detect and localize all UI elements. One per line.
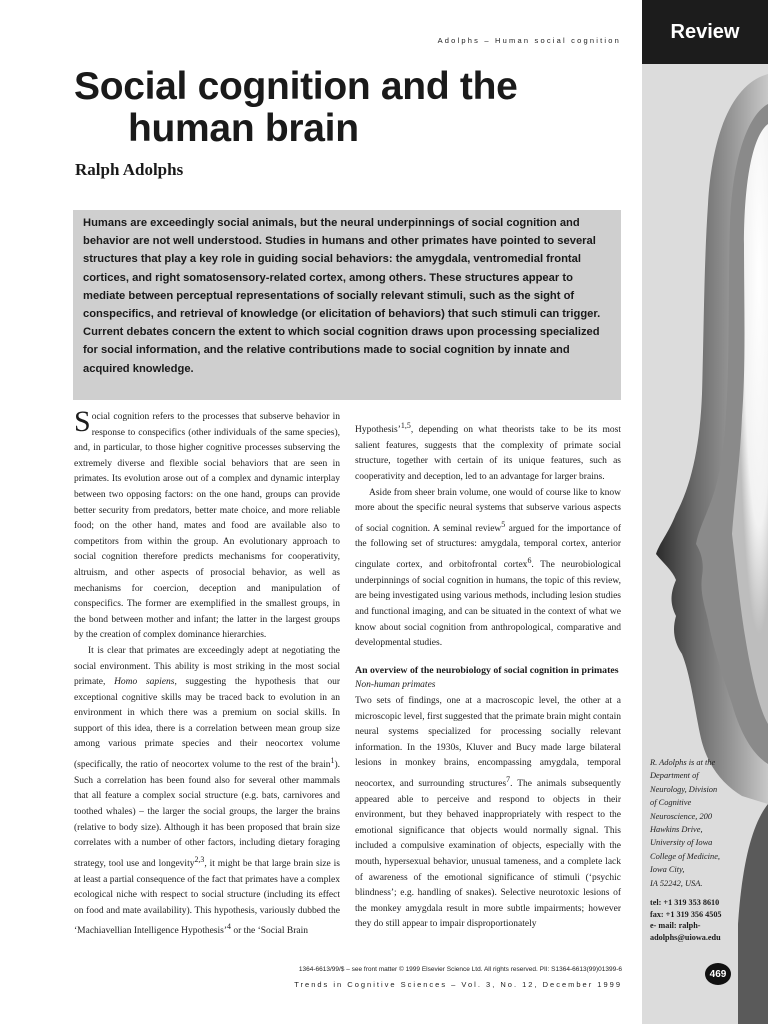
contact-fax: fax: +1 319 356 4505 [650, 909, 722, 919]
title-line-2: human brain [128, 107, 359, 150]
subsection-heading: Non-human primates [355, 680, 436, 691]
journal-citation: Trends in Cognitive Sciences – Vol. 3, No. 12, December 1999 [294, 980, 622, 989]
citation-ref: 2,3 [194, 854, 205, 864]
running-head: Adolphs – Human social cognition [437, 36, 621, 45]
body-column-right [355, 418, 621, 933]
page-number: 469 [705, 963, 731, 985]
author-affiliation: R. Adolphs is at the Department of Neurology, Division of Cognitive Neuroscience, 200 Hawkins Drive, University of Iowa College of Medicine, Iowa City, IA 52242, USA. [650, 758, 721, 888]
abstract-box: Humans are exceedingly social animals, but the neural underpinnings of social cognition and behavior are not well understood. Studies in humans and other primates have pointed to several structures that play a key role in guiding social behaviors: the amygdala, ventromedial frontal cortices, and right somatosensory-related cortex, among others. These structures appear to mediate between perceptual representations of socially relevant stimuli, such as the sight of conspecifics, and retrieval of knowledge (or elicitation of behaviors) that such stimuli can trigger. Current debates concern the extent to which social cognition draws upon processing specialized for social information, and the relative contributions made to social cognition by innate and acquired knowledge. [73, 210, 621, 400]
citation-ref: 5 [501, 519, 506, 529]
section-tab: Review [642, 0, 768, 64]
contact-email[interactable]: adolphs@uiowa.edu [650, 932, 721, 942]
contact-tel: tel: +1 319 353 8610 [650, 898, 720, 907]
title-line-1: Social cognition and the [74, 65, 518, 108]
paragraph-neural-systems: Aside from sheer brain volume, one would of course like to know more about the specific neural systems that subserve various aspects of social cognition. A seminal review$^5$ argued for the importance of the following set of structures: amygdala, temporal cortex, anterior cingulate cortex, and orbitofrontal cortex$^6$. The neurobiological underpinnings of social cognition in humans, the topic of this review, are being investigated using various methods, including lesion studies and functional imaging, and can be situated in the context of what we know about social cognition from anthropological, comparative and developmental studies. [355, 487, 621, 649]
author-name: Ralph Adolphs [75, 160, 184, 179]
contact-email-label: e- mail: ralph- [650, 921, 701, 931]
citation-ref: 1 [330, 756, 335, 766]
citation-ref: 4 [227, 922, 231, 932]
citation-ref: 6 [527, 556, 532, 566]
article-title [74, 66, 634, 150]
section-heading: An overview of the neurobiology of social cognition in primates [355, 664, 619, 676]
paragraph-primates: It is clear that primates are exceedingly adept at negotiating the social environment. This ability is most striking in the most social primate, Homo sapiens, suggesting the hypothesis that our exceptional cognitive skills may be traced back to evolution in an environment in which there was a premium on social skills. In support of this idea, there is a correlation between mean group size among various primate species and their neocortex volume (specifically, the ratio of neocortex volume to the rest of the brain$^1$). Such a correlation has been found also for several other mammals that all feature a complex social structure (e.g. bats, carnivores and toothed whales) – the larger the social groups, the larger the brains (relative to body size). Although it has been proposed that brain size correlates with a number of other factors, including dietary foraging strategy, tool use and longevity$^{2,3}$, it might be that large brain size is at least a partial consequence of the fact that primates have a complex ecological niche with respect to social structure (including its effect on food and mate availability). This hypothesis, variously dubbed the ‘Machiavellian Intelligence Hypothesis’$^4$ or the ‘Social Brain [74, 645, 340, 937]
copyright-line: 1364-6613/99/$ – see front matter © 1999 Elsevier Science Ltd. All rights reserved. PII: S1364-6613(99)01399-6 [298, 966, 622, 973]
paragraph-intro: Social cognition refers to the processes that subserve behavior in response to conspecifics (other individuals of the same species), and, in particular, to those higher cognitive processes subserving the extremely diverse and flexible social behaviors that are seen in primates. Its evolution arose out of a complex and dynamic interplay between two opposing factors: on the one hand, groups can provide better security from predators, better mate choice, and more reliable food; on the other hand, mates and food are available also to competitors from within the group. An evolutionary approach to social cognition therefore predicts mechanisms for cooperativity, altruism, and other aspects of prosocial behavior, as well as mechanisms for coercion, deception and manipulation of conspecifics. The former are exemplified in the smallest groups, in the bond between mother and infant; the latter in the largest groups by the creation of complex dominance hierarchies. [74, 405, 340, 641]
species-name: Homo sapiens [114, 677, 175, 688]
drop-cap: S [74, 405, 91, 438]
paragraph-kluver-bucy: Two sets of findings, one at a macroscopic level, the other at a microscopic level, first suggested that the primate brain might contain neural systems specialized for processing socially relevant information. In the 1930s, Kluver and Bucy made large bilateral lesions in monkey brains, encompassing amygdala, temporal neocortex, and surrounding structures$^7$. The animals subsequently appeared able to perceive and respond to objects in their environment, but they behaved inappropriately with respect to the emotional significance that objects would normally signal. This included a compulsive examination of objects, especially with the mouth, hypersexual behavior, unusual tameness, and a complete lack of awareness of the emotional significance of stimuli (‘psychic blindness’; e.g. handling of snakes). Selective neurotoxic lesions of the monkey amygdala result in more subtle impairments; however they do still appear to impair disproportionately [355, 695, 621, 930]
paragraph-hypothesis: Hypothesis’$^{1,5}$, depending on what theorists take to be its most salient features, suggests that the complexity of primate social structure, together with certain of its unique features, such as cooperativity and deception, led to an advantage for larger brains. [355, 421, 621, 482]
author-contact [650, 897, 750, 943]
citation-ref: 1,5 [400, 421, 411, 430]
citation-ref: 7 [506, 774, 511, 784]
body-column-left [74, 405, 340, 940]
